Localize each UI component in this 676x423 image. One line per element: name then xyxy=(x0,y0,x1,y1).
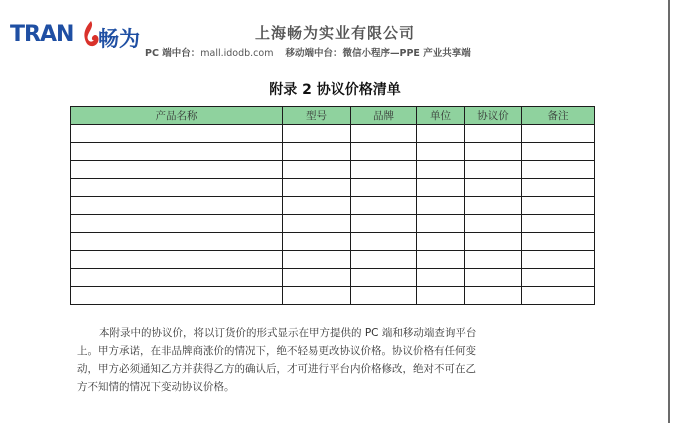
company-logo xyxy=(10,20,140,56)
table-cell[interactable] xyxy=(283,197,351,215)
table-cell[interactable] xyxy=(283,215,351,233)
table-row xyxy=(71,179,595,197)
note-line: 本附录中的协议价，将以订货价的形式显示在甲方提供的 PC 端和移动端查询平台 xyxy=(99,327,477,339)
table-cell[interactable] xyxy=(417,233,465,251)
table-row xyxy=(71,287,595,305)
company-name: 上海畅为实业有限公司 xyxy=(254,24,415,42)
table-body xyxy=(71,125,595,305)
table-cell[interactable] xyxy=(351,251,417,269)
table-cell[interactable] xyxy=(522,215,595,233)
col-header-agreed-price: 协议价 xyxy=(465,107,522,125)
table-cell[interactable] xyxy=(283,269,351,287)
table-cell[interactable] xyxy=(465,269,522,287)
table-cell[interactable] xyxy=(522,287,595,305)
table-cell[interactable] xyxy=(522,233,595,251)
table-cell[interactable] xyxy=(351,215,417,233)
table-cell[interactable] xyxy=(417,251,465,269)
table-cell[interactable] xyxy=(283,161,351,179)
page-edge xyxy=(668,0,670,423)
table-cell[interactable] xyxy=(351,161,417,179)
table-cell[interactable] xyxy=(71,215,283,233)
note-line: 动，甲方必须通知乙方并获得乙方的确认后，才可进行平台内价格修改，绝对不可在乙 xyxy=(77,363,476,375)
table-cell[interactable] xyxy=(522,143,595,161)
table-row xyxy=(71,269,595,287)
table-cell[interactable] xyxy=(351,197,417,215)
col-header-remarks: 备注 xyxy=(522,107,595,125)
table-cell[interactable] xyxy=(71,143,283,161)
price-list-table xyxy=(70,106,595,305)
table-cell[interactable] xyxy=(351,125,417,143)
table-row xyxy=(71,215,595,233)
table-cell[interactable] xyxy=(465,215,522,233)
col-header-model: 型号 xyxy=(283,107,351,125)
table-cell[interactable] xyxy=(351,179,417,197)
mobile-label: 移动端中台： xyxy=(285,48,343,59)
table-cell[interactable] xyxy=(71,125,283,143)
table-cell[interactable] xyxy=(522,269,595,287)
table-cell[interactable] xyxy=(283,143,351,161)
table-row xyxy=(71,233,595,251)
table-cell[interactable] xyxy=(465,143,522,161)
table-cell[interactable] xyxy=(71,197,283,215)
note-line: 方不知情的情况下变动协议价格。 xyxy=(77,381,235,393)
table-cell[interactable] xyxy=(283,179,351,197)
table-cell[interactable] xyxy=(522,179,595,197)
table-cell[interactable] xyxy=(465,251,522,269)
table-cell[interactable] xyxy=(465,179,522,197)
table-cell[interactable] xyxy=(465,161,522,179)
table-row xyxy=(71,251,595,269)
logo-text-latin: TRAN xyxy=(10,22,74,47)
table-cell[interactable] xyxy=(71,287,283,305)
table-cell[interactable] xyxy=(522,125,595,143)
table-header-row xyxy=(71,107,595,125)
table-cell[interactable] xyxy=(417,269,465,287)
mobile-value: 微信小程序—PPE 产业共享端 xyxy=(342,48,471,59)
table-cell[interactable] xyxy=(283,233,351,251)
table-cell[interactable] xyxy=(351,269,417,287)
table-row xyxy=(71,125,595,143)
note-line: 上。甲方承诺，在非品牌商涨价的情况下，绝不轻易更改协议价格。协议价格有任何变 xyxy=(77,345,476,357)
col-header-product-name: 产品名称 xyxy=(71,107,283,125)
table-cell[interactable] xyxy=(522,251,595,269)
table-cell[interactable] xyxy=(283,125,351,143)
table-cell[interactable] xyxy=(417,287,465,305)
appendix-note xyxy=(77,324,592,396)
table-row xyxy=(71,197,595,215)
table-row xyxy=(71,143,595,161)
table-cell[interactable] xyxy=(351,287,417,305)
table-cell[interactable] xyxy=(71,269,283,287)
table-cell[interactable] xyxy=(417,179,465,197)
table-cell[interactable] xyxy=(465,125,522,143)
table-cell[interactable] xyxy=(351,143,417,161)
col-header-unit: 单位 xyxy=(417,107,465,125)
pc-url: mall.idodb.com xyxy=(200,48,274,59)
table-cell[interactable] xyxy=(417,143,465,161)
table-cell[interactable] xyxy=(71,161,283,179)
table-cell[interactable] xyxy=(283,287,351,305)
table-cell[interactable] xyxy=(522,161,595,179)
logo-text-cn: 畅为 xyxy=(98,27,140,51)
table-cell[interactable] xyxy=(417,125,465,143)
table-cell[interactable] xyxy=(417,161,465,179)
table-cell[interactable] xyxy=(71,179,283,197)
table-cell[interactable] xyxy=(71,233,283,251)
appendix-title: 附录 2 协议价格清单 xyxy=(269,82,401,98)
table-cell[interactable] xyxy=(522,197,595,215)
table-cell[interactable] xyxy=(283,251,351,269)
table-cell[interactable] xyxy=(351,233,417,251)
pc-label: PC 端中台： xyxy=(145,48,201,59)
table-cell[interactable] xyxy=(71,251,283,269)
col-header-brand: 品牌 xyxy=(351,107,417,125)
table-cell[interactable] xyxy=(465,287,522,305)
table-cell[interactable] xyxy=(417,197,465,215)
table-cell[interactable] xyxy=(465,233,522,251)
table-cell[interactable] xyxy=(465,197,522,215)
table-cell[interactable] xyxy=(417,215,465,233)
table-row xyxy=(71,161,595,179)
platform-info xyxy=(145,45,525,59)
